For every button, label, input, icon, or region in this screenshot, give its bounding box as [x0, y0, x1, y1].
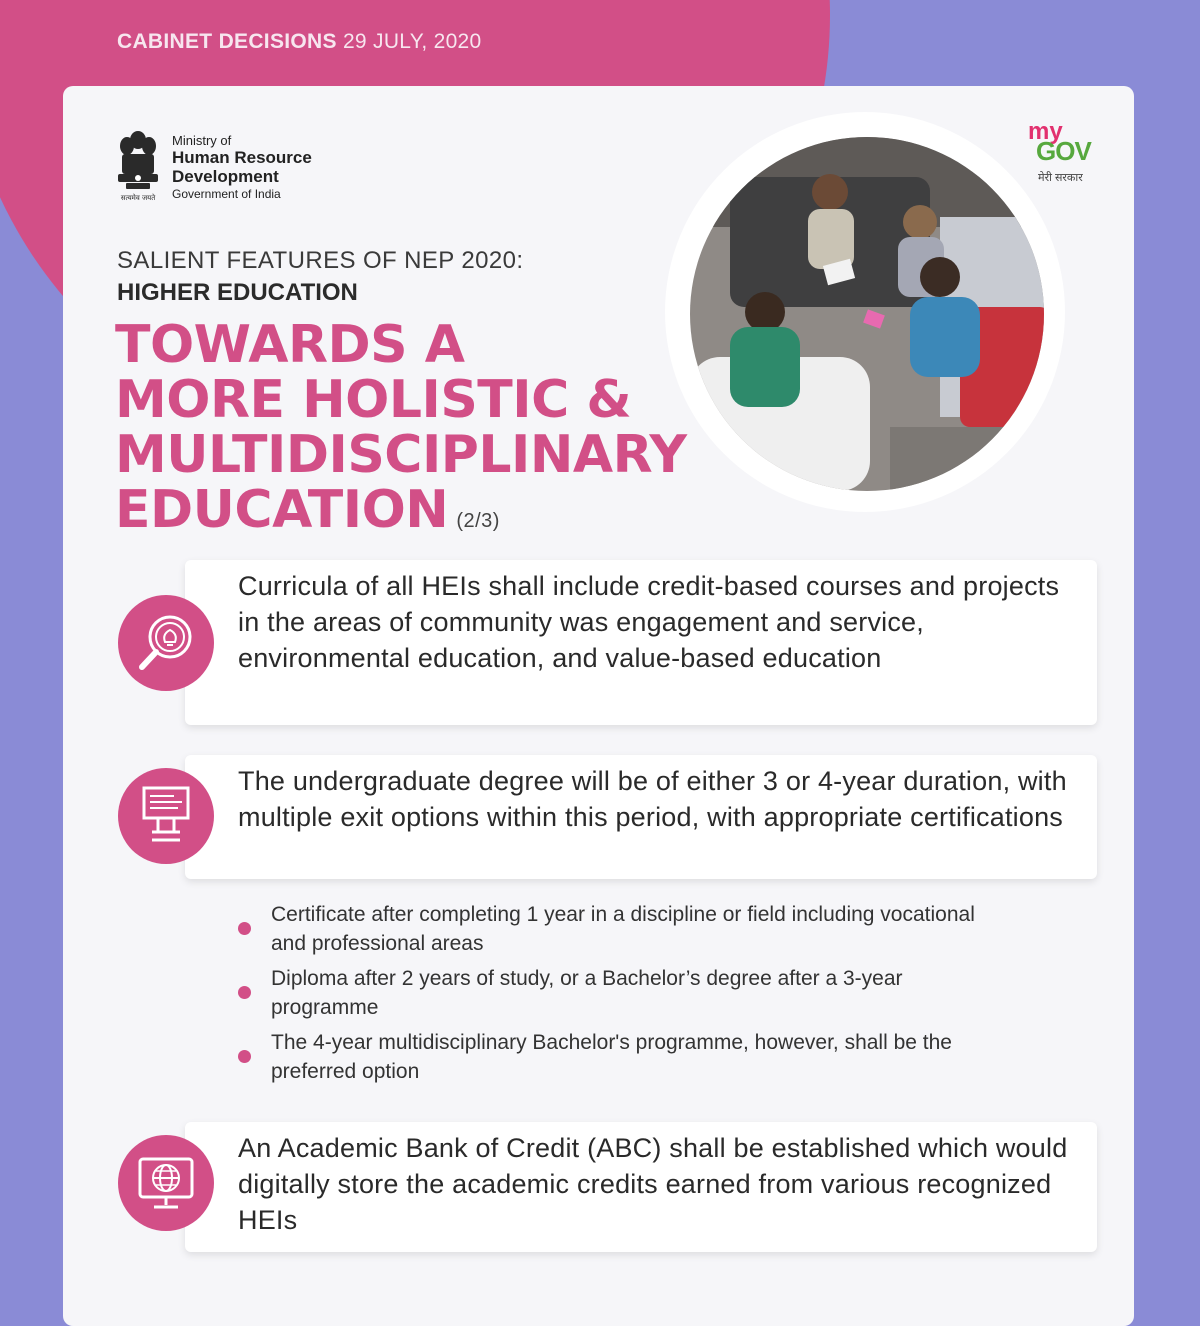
- headline-line-4-text: EDUCATION: [115, 480, 449, 540]
- bullet-dot: [238, 1050, 251, 1063]
- students-photo: [690, 137, 1044, 491]
- bullet-item-3: [238, 1028, 998, 1086]
- emblem-caption: सत्यमेव जयते: [120, 194, 156, 202]
- ministry-line3: Development: [172, 167, 279, 186]
- ministry-line1: Ministry of: [172, 133, 232, 148]
- headline-line-2: MORE HOLISTIC &: [115, 370, 632, 430]
- cabinet-decisions-date: 29 JULY, 2020: [342, 30, 482, 53]
- point-card-2: [185, 755, 1097, 879]
- headline-line-1: TOWARDS A: [115, 315, 465, 375]
- point-text-2: The undergraduate degree will be of either 3 or 4-year duration, with multiple exit options within this period, with appropriate certifications: [238, 766, 1067, 832]
- bullet-text-2: Diploma after 2 years of study, or a Bachelor’s degree after a 3-year programme: [271, 967, 903, 1019]
- mygov-subtitle: मेरी सरकार: [1038, 172, 1083, 184]
- cabinet-decisions-label: [117, 30, 482, 54]
- point-card-1: [185, 560, 1097, 725]
- national-emblem-icon: [112, 128, 164, 204]
- globe-monitor-icon: [118, 1135, 214, 1231]
- bullet-dot: [238, 922, 251, 935]
- part-indicator: (2/3): [456, 510, 500, 532]
- cabinet-decisions-title: CABINET DECISIONS: [117, 30, 337, 53]
- headline-line-3: MULTIDISCIPLINARY: [115, 425, 687, 485]
- bullet-item-2: [238, 964, 998, 1022]
- bullet-text-1: Certificate after completing 1 year in a discipline or field including vocational and professional areas: [271, 903, 975, 955]
- section-title: HIGHER EDUCATION: [117, 279, 358, 306]
- idea-search-icon: [118, 595, 214, 691]
- bullet-text-3: The 4-year multidisciplinary Bachelor's programme, however, shall be the preferred option: [271, 1031, 952, 1083]
- ministry-line2: Human Resource: [172, 148, 312, 167]
- bullet-item-1: [238, 900, 998, 958]
- mygov-my: my: [1028, 118, 1063, 145]
- mygov-gov: GOV: [1036, 136, 1091, 166]
- bullet-list: [238, 900, 998, 1092]
- subtitle: SALIENT FEATURES OF NEP 2020:: [117, 247, 524, 274]
- point-text-3: An Academic Bank of Credit (ABC) shall be established which would digitally store the academic credits earned from various recognized HEIs: [238, 1133, 1068, 1235]
- headline: [115, 315, 715, 549]
- mygov-logo: [1020, 118, 1110, 188]
- point-card-3: [185, 1122, 1097, 1252]
- ministry-line4: Government of India: [172, 187, 281, 201]
- ministry-block: [112, 128, 312, 208]
- students-illustration: [690, 137, 1044, 491]
- headline-line-4: [115, 480, 715, 549]
- bullet-dot: [238, 986, 251, 999]
- point-text-1: Curricula of all HEIs shall include credit-based courses and projects in the areas of community was engagement and service, environmental education, and value-based education: [238, 571, 1060, 673]
- certificate-document-icon: [118, 768, 214, 864]
